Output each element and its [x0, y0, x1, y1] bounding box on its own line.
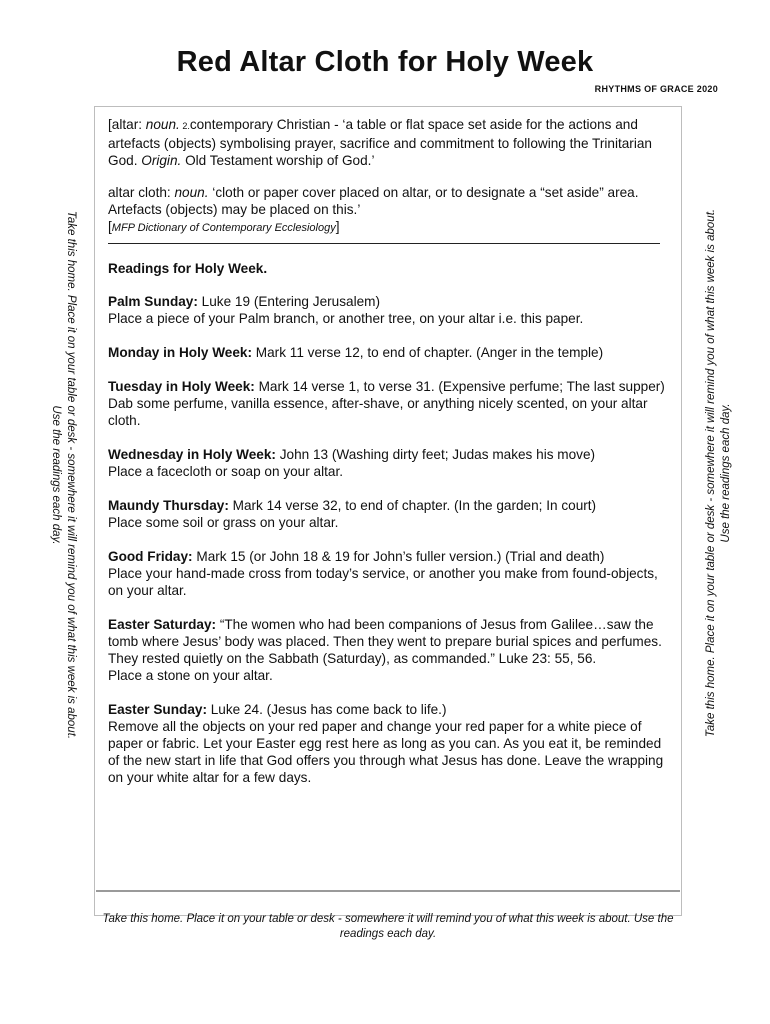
altar-definition: [108, 116, 668, 169]
reading-entry: [108, 701, 668, 786]
reading-day: Wednesday in Holy Week:: [108, 447, 276, 462]
reading-action: Place some soil or grass on your altar.: [108, 515, 339, 530]
reading-day: Monday in Holy Week:: [108, 345, 253, 360]
reading-entry: [108, 293, 668, 327]
reading-action: Dab some perfume, vanilla essence, after-shave, or anything nicely scented, on your altar cloth.: [108, 396, 648, 428]
reading-line: [108, 701, 668, 718]
origin-label: Origin.: [141, 153, 182, 168]
bracket-open: [: [108, 219, 112, 234]
reading-entry: [108, 548, 668, 599]
dictionary-source: [108, 218, 668, 237]
main-content: [108, 116, 668, 803]
reading-action: Place a facecloth or soap on your altar.: [108, 464, 344, 479]
reading-day: Easter Saturday:: [108, 617, 217, 632]
reading-entry: [108, 446, 668, 480]
divider: [108, 243, 660, 244]
side-note-left-line1: Take this home. Place it on your table or desk - somewhere it will remind you of what this week is about.: [65, 210, 77, 740]
reading-line: [108, 378, 668, 395]
reading-line: [108, 293, 668, 310]
altar-definition-text-b: Old Testament worship of God.’: [181, 153, 375, 168]
reading-day: Maundy Thursday:: [108, 498, 229, 513]
reading-day: Good Friday:: [108, 549, 193, 564]
source-title: MFP Dictionary of Contemporary Ecclesiology: [111, 222, 336, 234]
reading-passage: Mark 14 verse 1, to verse 31. (Expensive perfume; The last supper): [254, 379, 665, 394]
reading-line: [108, 548, 668, 565]
altar-cloth-term: altar cloth:: [108, 185, 175, 200]
reading-passage: Mark 11 verse 12, to end of chapter. (Anger in the temple): [252, 345, 604, 360]
altar-cloth-definition: [108, 184, 668, 218]
reading-entry: [108, 497, 668, 531]
reading-action: Remove all the objects on your red paper and change your red paper for a white piece of paper or fabric. Let your Easter egg rest here as long as you can. As you eat it, be reminded of the new start in life that God offers you through what Jesus has done. Leave the wrapping on your white altar for a few days.: [108, 719, 664, 785]
page-title: Red Altar Cloth for Holy Week: [176, 46, 594, 78]
reading-day: Tuesday in Holy Week:: [108, 379, 255, 394]
readings-list: [108, 293, 668, 786]
reading-action: Place your hand-made cross from today’s service, or another you make from found-objects, on your altar.: [108, 566, 658, 598]
reading-day: Palm Sunday:: [108, 294, 198, 309]
reading-action: Place a piece of your Palm branch, or another tree, on your altar i.e. this paper.: [108, 311, 584, 326]
altar-cloth-definition-text: ‘cloth or paper cover placed on altar, or to designate a “set aside” area. Artefacts (objects) may be placed on this.’: [108, 185, 639, 217]
bracket-open: [altar:: [108, 117, 146, 132]
reading-entry: [108, 344, 668, 361]
reading-passage: Luke 19 (Entering Jerusalem): [197, 294, 381, 309]
reading-passage: “The women who had been companions of Jesus from Galilee…saw the tomb where Jesus’ body was placed. Then they went to prepare burial spices and perfumes. They rested quietly on the Sabbath (Saturday), as commanded.” Luke 23: 55, 56.: [108, 617, 662, 666]
side-note-right: [704, 196, 734, 750]
reading-line: [108, 497, 668, 514]
side-note-left-line2: Use the readings each day.: [50, 405, 62, 545]
reading-passage: Mark 14 verse 32, to end of chapter. (In the garden; In court): [228, 498, 597, 513]
reading-day: Easter Sunday:: [108, 702, 207, 717]
side-note-right-line1: Take this home. Place it on your table or desk - somewhere it will remind you of what this week is about.: [705, 208, 717, 738]
reading-passage: Mark 15 (or John 18 & 19 for John’s fuller version.) (Trial and death): [192, 549, 605, 564]
sense-number: 2.: [179, 121, 190, 131]
reading-action: Place a stone on your altar.: [108, 668, 273, 683]
reading-line: [108, 616, 668, 667]
reading-entry: [108, 616, 668, 684]
reading-passage: Luke 24. (Jesus has come back to life.): [206, 702, 447, 717]
side-note-right-line2: Use the readings each day.: [720, 403, 732, 543]
page-subtitle: RHYTHMS OF GRACE 2020: [594, 84, 718, 94]
part-of-speech: noun.: [174, 185, 209, 200]
footer-note: Take this home. Place it on your table or desk - somewhere it will remind you of what this week is about. Use the readings each day.: [102, 913, 674, 940]
reading-line: [108, 446, 668, 463]
reading-passage: John 13 (Washing dirty feet; Judas makes his move): [275, 447, 596, 462]
altar-definition-text-a: contemporary Christian - ‘a table or flat space set aside for the actions and artefacts (objects) symbolising prayer, sacrifice and commitment to following the Trinitarian God.: [108, 117, 652, 168]
readings-heading: Readings for Holy Week.: [108, 261, 268, 276]
bracket-close: ]: [335, 219, 340, 234]
reading-entry: [108, 378, 668, 429]
side-note-left: [48, 198, 78, 752]
part-of-speech: noun.: [145, 117, 180, 132]
reading-line: [108, 344, 668, 361]
